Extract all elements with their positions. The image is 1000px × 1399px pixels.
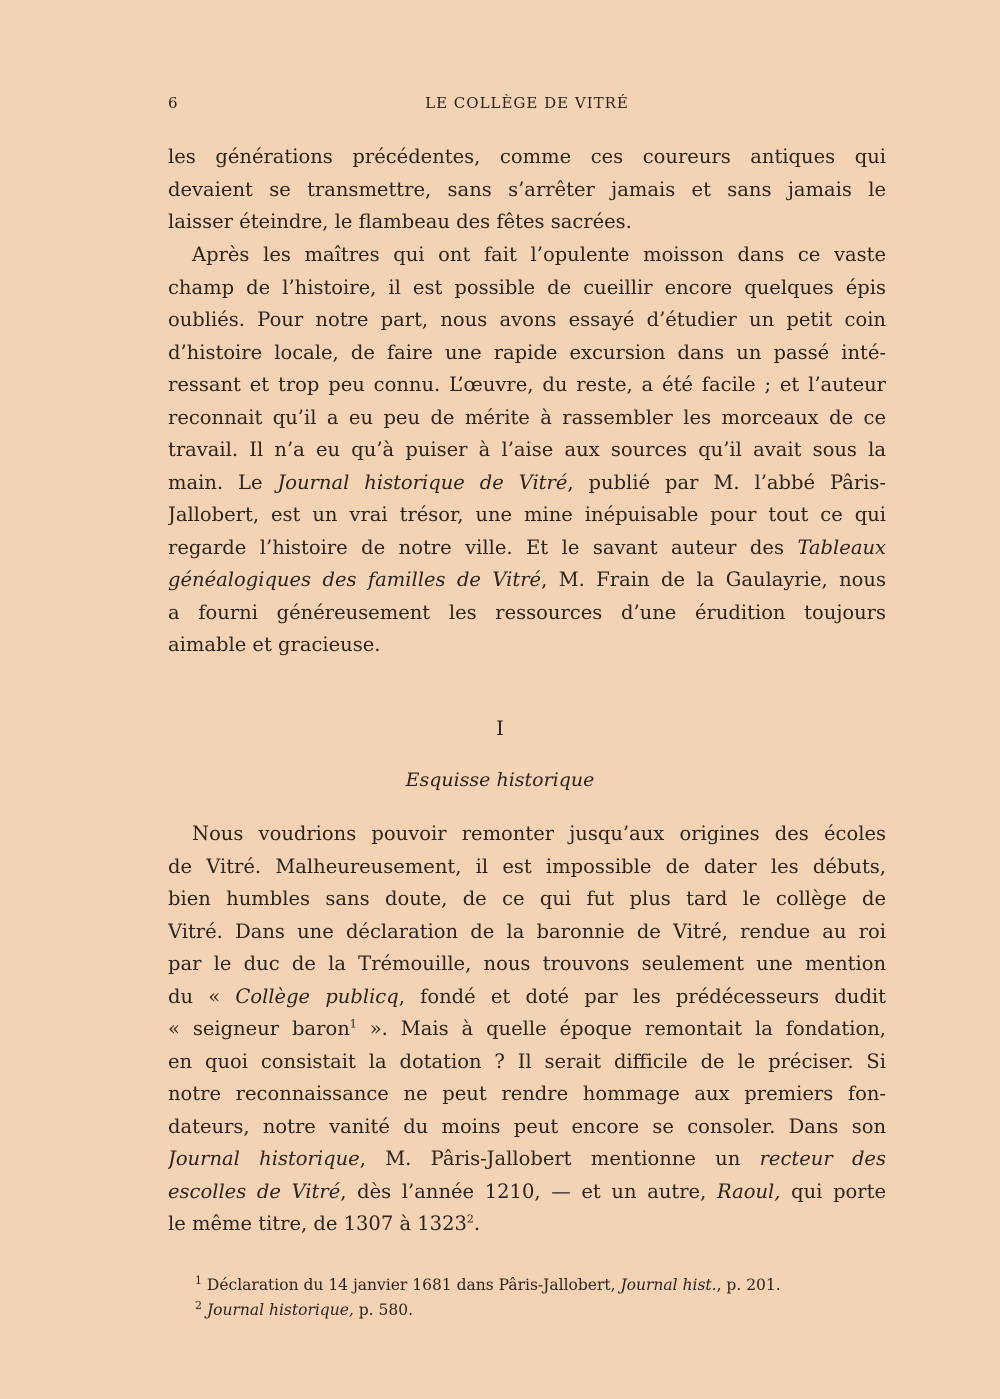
italic-title: Collège publicq [235,984,399,1008]
text-line: en quoi consistait la dotation ? Il serait difficile de le préciser. Si [168,1049,886,1073]
text-line: travail. Il n’a eu qu’à puiser à l’aise aux sources qu’il avait sous la [168,438,886,461]
italic-title: escolles de Vitré [168,1179,341,1203]
text-line: du « Collège publicq, fondé et doté par les prédécesseurs dudit [168,984,886,1008]
text-line: reconnait qu’il a eu peu de mérite à rassembler les morceaux de ce [168,405,886,429]
italic-title: recteur des [759,1147,886,1170]
paragraph-sources [168,239,886,662]
text-line: Journal historique, M. Pâris-Jallobert mentionne un recteur des [168,1147,886,1170]
page-header [168,94,886,118]
italic-title: Journal historique [168,1147,360,1170]
footnote-ref: 1 [349,1017,357,1031]
text-line: a fourni généreusement les ressources d’une érudition toujours [168,600,886,624]
paragraph-continuation [168,141,886,239]
text-line: notre reconnaissance ne peut rendre hommage aux premiers fon- [168,1082,886,1105]
footnote: $^2$ Journal historique, p. 580. [195,1298,414,1319]
section-number: I [496,716,504,740]
footnote-mark: 2 [195,1298,202,1312]
page-number: 6 [168,94,179,112]
text-line: « seigneur baron$^1$ ». Mais à quelle époque remontait la fondation, [168,1017,886,1040]
text-line: bien humbles sans doute, de ce qui fut plus tard le collège de [168,887,886,910]
text-line: Après les maîtres qui ont fait l’opulente moisson dans ce vaste [192,243,886,266]
text-line: escolles de Vitré, dès l’année 1210, — et un autre, Raoul, qui porte [168,1179,886,1203]
text-line: les générations précédentes, comme ces coureurs antiques qui [168,145,886,168]
text-line: Vitré. Dans une déclaration de la baronnie de Vitré, rendue au roi [168,919,886,943]
footnotes [195,1273,890,1323]
text-line: main. Le Journal historique de Vitré, publié par M. l’abbé Pâris- [168,470,886,494]
running-title: LE COLLÈGE DE VITRÉ [425,94,629,112]
text-line: dateurs, notre vanité du moins peut encore se consoler. Dans son [168,1114,886,1138]
text-line: champ de l’histoire, il est possible de cueillir encore quelques épis [168,275,886,299]
paragraph-history [168,818,886,1241]
footnote-mark: 1 [195,1273,202,1287]
text-line: de Vitré. Malheureusement, il est impossible de dater les débuts, [168,854,886,878]
italic-name: Raoul, [716,1179,781,1203]
text-line: ressant et trop peu connu. L’œuvre, du reste, a été facile ; et l’auteur [168,373,886,396]
footnote-ref: 2 [466,1212,474,1226]
text-line: Nous voudrions pouvoir remonter jusqu’aux origines des écoles [192,822,886,845]
text-line: généalogiques des familles de Vitré, M. Frain de la Gaulayrie, nous [168,568,886,591]
footnote: $^1$ Déclaration du 14 janvier 1681 dans Pâris-Jallobert, Journal hist., p. 201. [195,1273,781,1294]
text-line: par le duc de la Trémouille, nous trouvons seulement une mention [168,952,886,975]
italic-title: Journal historique de Vitré [277,470,568,494]
italic-title: Tableaux [797,535,886,559]
section-title: Esquisse historique [405,769,595,791]
text-line: le même titre, de 1307 à 1323$^2$. [168,1212,481,1235]
text-line: devaient se transmettre, sans s’arrêter jamais et sans jamais le [168,177,886,201]
text-line: Jallobert, est un vrai trésor, une mine inépuisable pour tout ce qui [168,503,886,526]
text-line: d’histoire locale, de faire une rapide excursion dans un passé inté- [168,340,886,364]
text-line: regarde l’histoire de notre ville. Et le savant auteur des Tableaux [168,535,886,559]
text-line: laisser éteindre, le flambeau des fêtes sacrées. [168,210,632,233]
text-line: aimable et gracieuse. [168,633,381,656]
italic-title: généalogiques des familles de Vitré [168,568,542,591]
text-line: oubliés. Pour notre part, nous avons essayé d’étudier un petit coin [168,308,886,331]
